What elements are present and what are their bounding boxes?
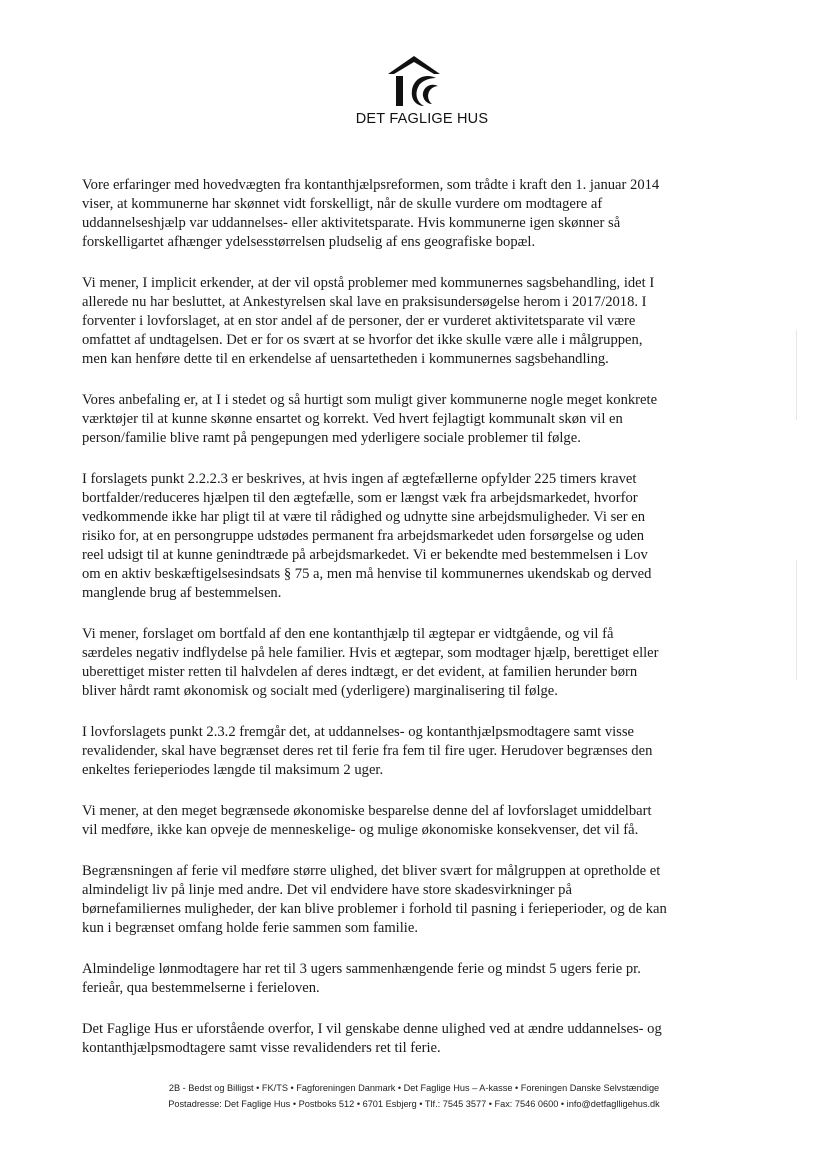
scan-edge-mark <box>796 330 797 420</box>
paragraph-4: I forslagets punkt 2.2.2.3 er beskrives, at hvis ingen af ægtefællerne opfylder 225 timers kravet bortfalder/reduceres hjælpen til den ægtefælle, som er længst væk fra arbejdsmarkedet, hvorfor vedkommende ikke har pligt til at være til rådighed og udnytte sine arbejdsmuligheder. Vi ser en risiko for, at en persongruppe udstødes permanent fra arbejdsmarkedet uden forsørgelse og uden reel udsigt til at kunne genindtræde på arbejdsmarkedet. Vi er bekendte med bestemmelsen i Lov om en aktiv beskæftigelsesindsats § 75 a, men må henvise til kommunernes ukendskab og derved manglende brug af bestemmelsen. <box>82 471 652 601</box>
paragraph-7: Vi mener, at den meget begrænsede økonomiske besparelse denne del af lovforslaget umiddelbart vil medføre, ikke kan opveje de menneskelige- og mulige økonomiske konsekvenser, det vil få. <box>82 803 652 838</box>
page-footer <box>0 1080 828 1112</box>
paragraph-8: Begrænsningen af ferie vil medføre større ulighed, det bliver svært for målgruppen at opretholde et almindeligt liv på linje med andre. Det vil endvidere have store skadesvirkninger på børnefamiliernes muligheder, der kan blive problemer i forhold til pasning i ferieperioder, og de kan kun i begrænset omfang holde ferie sammen som familie. <box>82 863 667 936</box>
paragraph-5: Vi mener, forslaget om bortfald af den ene kontanthjælp til ægtepar er vidtgående, og vil få særdeles negativ indflydelse på hele familier. Hvis et ægtepar, som modtager hjælp, berettiget eller uberettiget mister retten til halvdelen af deres indtægt, er det evident, at familien herunder børn bliver hårdt ramt økonomisk og socialt med (yderligere) marginalisering til følge. <box>82 626 659 699</box>
paragraph-10: Det Faglige Hus er uforstående overfor, I vil genskabe denne ulighed ved at ændre uddannelses- og kontanthjælpsmodtagere samt visse revalidenders ret til ferie. <box>82 1021 662 1056</box>
paragraph-6: I lovforslagets punkt 2.3.2 fremgår det, at uddannelses- og kontanthjælpsmodtagere samt visse revalidender, skal have begrænset deres ret til ferie fra fem til fire uger. Herudover begrænses den enkeltes ferieperiodes længde til maksimum 2 uger. <box>82 724 653 778</box>
letterhead <box>0 52 828 127</box>
letter-body <box>82 176 732 1080</box>
footer-contact: Postadresse: Det Faglige Hus • Postboks 512 • 6701 Esbjerg • Tlf.: 7545 3577 • Fax: 7546 0600 • info@detfaglligehus.dk <box>168 1099 660 1109</box>
paragraph-1: Vore erfaringer med hovedvægten fra kontanthjælpsreformen, som trådte i kraft den 1. januar 2014 viser, at kommunerne har skønnet vidt forskelligt, når de skulle vurdere om modtagere af uddannelseshjælp var uddannelses- eller aktivitetsparate. Hvis kommunerne igen skønner så forskelligartet afhænger ydelsesstørrelsen pludselig af ens geografiske bopæl. <box>82 177 660 250</box>
scan-edge-mark <box>796 560 797 680</box>
house-logo-icon <box>384 52 444 108</box>
paragraph-3: Vores anbefaling er, at I i stedet og så hurtigt som muligt giver kommunerne nogle meget konkrete værktøjer til at kunne skønne ensartet og korrekt. Ved hvert fejlagtigt kommunalt skøn vil en person/familie blive ramt på pengepungen med yderligere sociale problemer til følge. <box>82 392 658 446</box>
paragraph-9: Almindelige lønmodtagere har ret til 3 ugers sammenhængende ferie og mindst 5 ugers ferie pr. ferieår, qua bestemmelserne i ferieloven. <box>82 961 641 996</box>
organization-name: DET FAGLIGE HUS <box>355 111 489 127</box>
footer-organizations: 2B - Bedst og Billigst • FK/TS • Fagforeningen Danmark • Det Faglige Hus – A-kasse • Foreningen Danske Selvstændige <box>168 1083 660 1093</box>
paragraph-2: Vi mener, I implicit erkender, at der vil opstå problemer med kommunernes sagsbehandling, idet I allerede nu har besluttet, at Ankestyrelsen skal lave en praksisundersøgelse herom i 2017/2018. I forventer i lovforslaget, at en stor andel af de personer, der er vurderet aktivitetsparate vil være omfattet af undtagelsen. Det er for os svært at se hvorfor det ikke skulle være alle i målgruppen, men kan henføre dette til en erkendelse af uensartetheden i kommunernes sagsbehandling. <box>82 275 655 367</box>
